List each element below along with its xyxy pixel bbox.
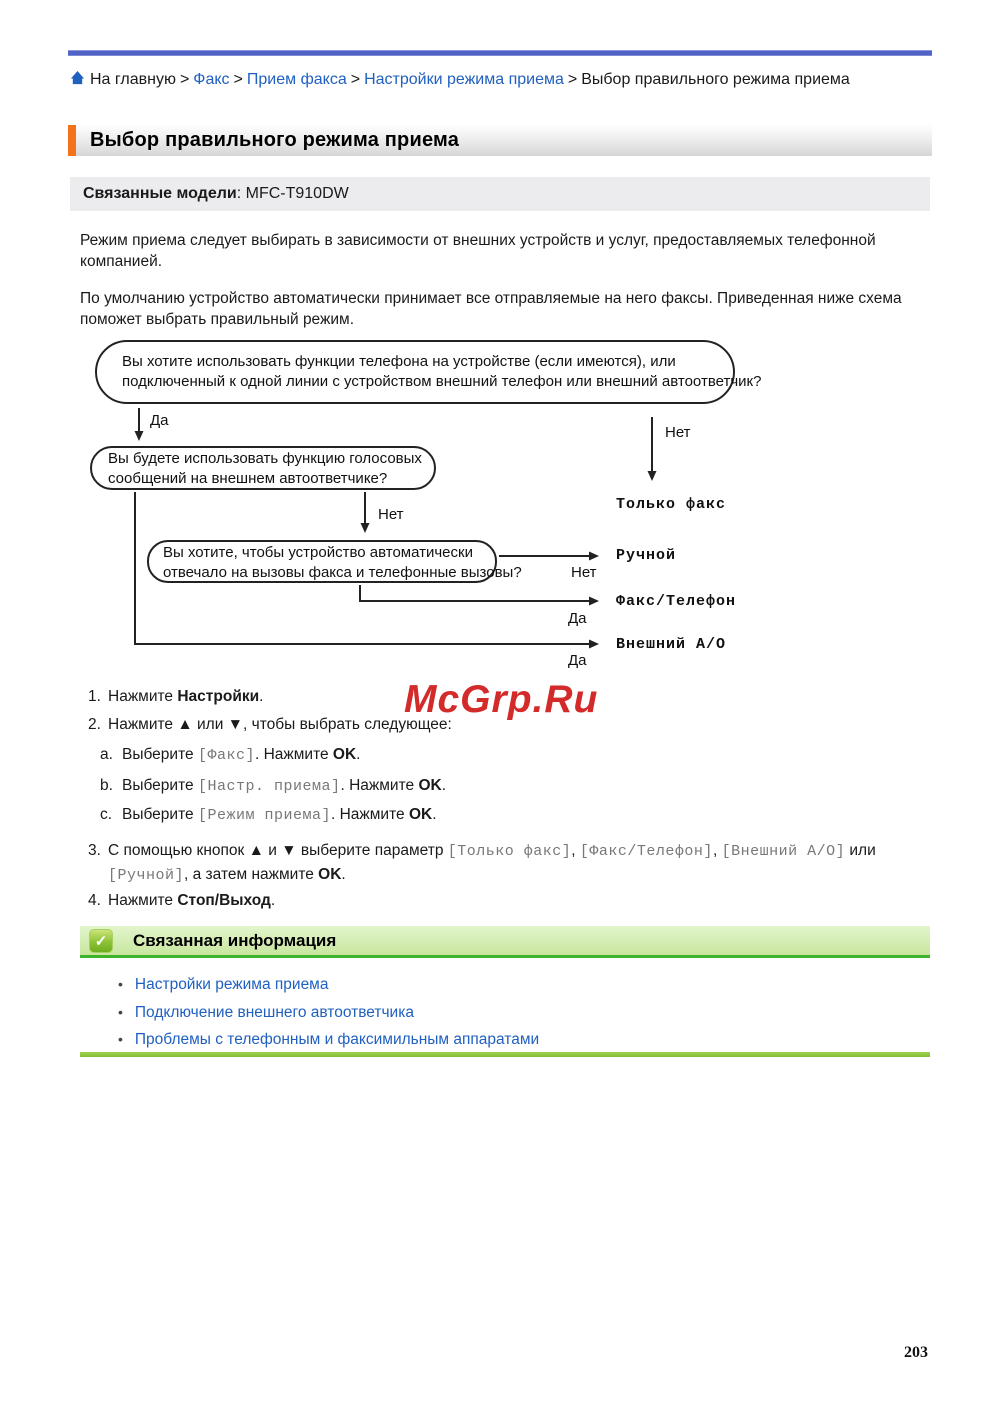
branch-label-no-3: Нет: [571, 564, 597, 581]
flowchart-question-2: [90, 446, 436, 490]
intro-paragraph-2: По умолчанию устройство автоматически принимает все отправляемые на него факсы. Приведенная ниже схема поможет выбрать правильный режим.: [80, 290, 902, 328]
question-2-line-2: сообщений на внешнем автоответчике?: [108, 470, 388, 487]
breadcrumb-link-fax-receive[interactable]: Прием факса: [246, 71, 347, 88]
flowchart-question-3: [147, 540, 522, 583]
step-1-text: Нажмите Настройки.: [108, 688, 264, 705]
step-2-number: 2.: [88, 716, 101, 733]
step-4-text: Нажмите Стоп/Выход.: [108, 892, 276, 909]
related-models-value: : MFC-T910DW: [236, 185, 349, 202]
step-2c-letter: c.: [100, 806, 113, 823]
step-2b-letter: b.: [100, 777, 113, 794]
outcome-external-tad: Внешний А/О: [616, 636, 727, 653]
breadcrumb-separator: >: [233, 71, 243, 88]
top-divider: [68, 50, 932, 56]
title-accent-bar: [68, 125, 76, 156]
step-2-text: Нажмите ▲ или ▼, чтобы выбрать следующее:: [108, 716, 452, 733]
breadcrumb-separator: >: [179, 71, 190, 88]
step-2a-letter: a.: [100, 746, 113, 763]
page-title: Выбор правильного режима приема: [90, 129, 460, 151]
breadcrumb-link-receive-mode-settings[interactable]: Настройки режима приема: [364, 71, 564, 88]
intro-paragraph-1: Режим приема следует выбирать в зависимости от внешних устройств и услуг, предоставляемых телефонной компанией.: [80, 232, 876, 270]
outcome-fax-tel: Факс/Телефон: [616, 593, 737, 610]
branch-label-no-2: Нет: [378, 506, 404, 523]
step-2c-text: Выберите [Режим приема]. Нажмите OK.: [122, 806, 437, 824]
question-2-line-1: Вы будете использовать функцию голосовых: [108, 450, 422, 467]
check-icon: ✓: [89, 929, 113, 953]
breadcrumb-current: Выбор правильного режима приема: [581, 71, 850, 88]
step-1-number: 1.: [88, 688, 101, 705]
outcome-fax-only: Только факс: [616, 496, 727, 513]
related-information-section: [80, 926, 930, 1054]
section-bottom-divider: [80, 1052, 930, 1057]
breadcrumb-link-fax[interactable]: Факс: [193, 71, 230, 88]
flowchart-question-1: [95, 340, 762, 404]
related-information-title: Связанная информация: [133, 930, 337, 950]
home-icon[interactable]: [70, 70, 85, 85]
branch-label-yes-1: Да: [150, 412, 169, 429]
question-3-line-1: Вы хотите, чтобы устройство автоматически: [163, 544, 473, 561]
step-2b: [100, 775, 934, 797]
related-link-receive-mode-settings[interactable]: Настройки режима приема: [134, 976, 329, 993]
breadcrumb-separator: >: [350, 71, 361, 88]
breadcrumb-separator: >: [567, 71, 578, 88]
page-number: 203: [904, 1344, 928, 1361]
question-1-line-2: подключенный к одной линии с устройством внешний телефон или внешний автоответчик?: [122, 373, 762, 390]
branch-label-yes-2: Да: [568, 610, 587, 627]
bullet-icon: •: [118, 1031, 123, 1047]
related-link-phone-fax-problems[interactable]: Проблемы с телефонным и факсимильным аппаратами: [134, 1031, 540, 1048]
receive-mode-flowchart: [68, 340, 932, 675]
page-title-bar: [68, 125, 932, 156]
branch-label-yes-3: Да: [568, 652, 587, 669]
bullet-icon: •: [118, 1003, 123, 1020]
related-models-label: Связанные модели: [83, 185, 237, 202]
branch-label-no-1: Нет: [665, 424, 691, 441]
breadcrumb: [70, 68, 882, 91]
related-link-external-tad-connection[interactable]: Подключение внешнего автоответчика: [134, 1003, 414, 1021]
list-item: [80, 971, 930, 999]
question-1-line-1: Вы хотите использовать функции телефона на устройстве (если имеются), или: [122, 353, 676, 370]
step-2c: [100, 804, 934, 826]
watermark: McGrp.Ru: [404, 678, 599, 721]
step-2a: [100, 744, 934, 766]
step-4: [88, 890, 934, 911]
list-item: [80, 999, 930, 1027]
step-4-number: 4.: [88, 892, 101, 909]
bullet-icon: •: [118, 976, 123, 992]
step-3-text: С помощью кнопок ▲ и ▼ выберите параметр [Только факс], [Факс/Телефон], [Внешний А/О] или [Ручной], а затем нажмите OK.: [108, 842, 876, 884]
related-models-box: [70, 177, 930, 211]
related-information-header: [80, 926, 930, 955]
outcome-manual: Ручной: [616, 547, 677, 564]
related-header-underline: [80, 955, 930, 958]
step-3: [88, 839, 934, 887]
question-3-line-2: отвечало на вызовы факса и телефонные вызовы?: [163, 564, 522, 581]
step-3-number: 3.: [88, 842, 101, 859]
list-item: [80, 1026, 930, 1054]
related-links-list: [80, 971, 930, 1054]
step-2b-text: Выберите [Настр. приема]. Нажмите OK.: [122, 777, 446, 795]
step-2a-text: Выберите [Факс]. Нажмите OK.: [122, 746, 361, 764]
breadcrumb-home[interactable]: На главную: [90, 71, 176, 88]
